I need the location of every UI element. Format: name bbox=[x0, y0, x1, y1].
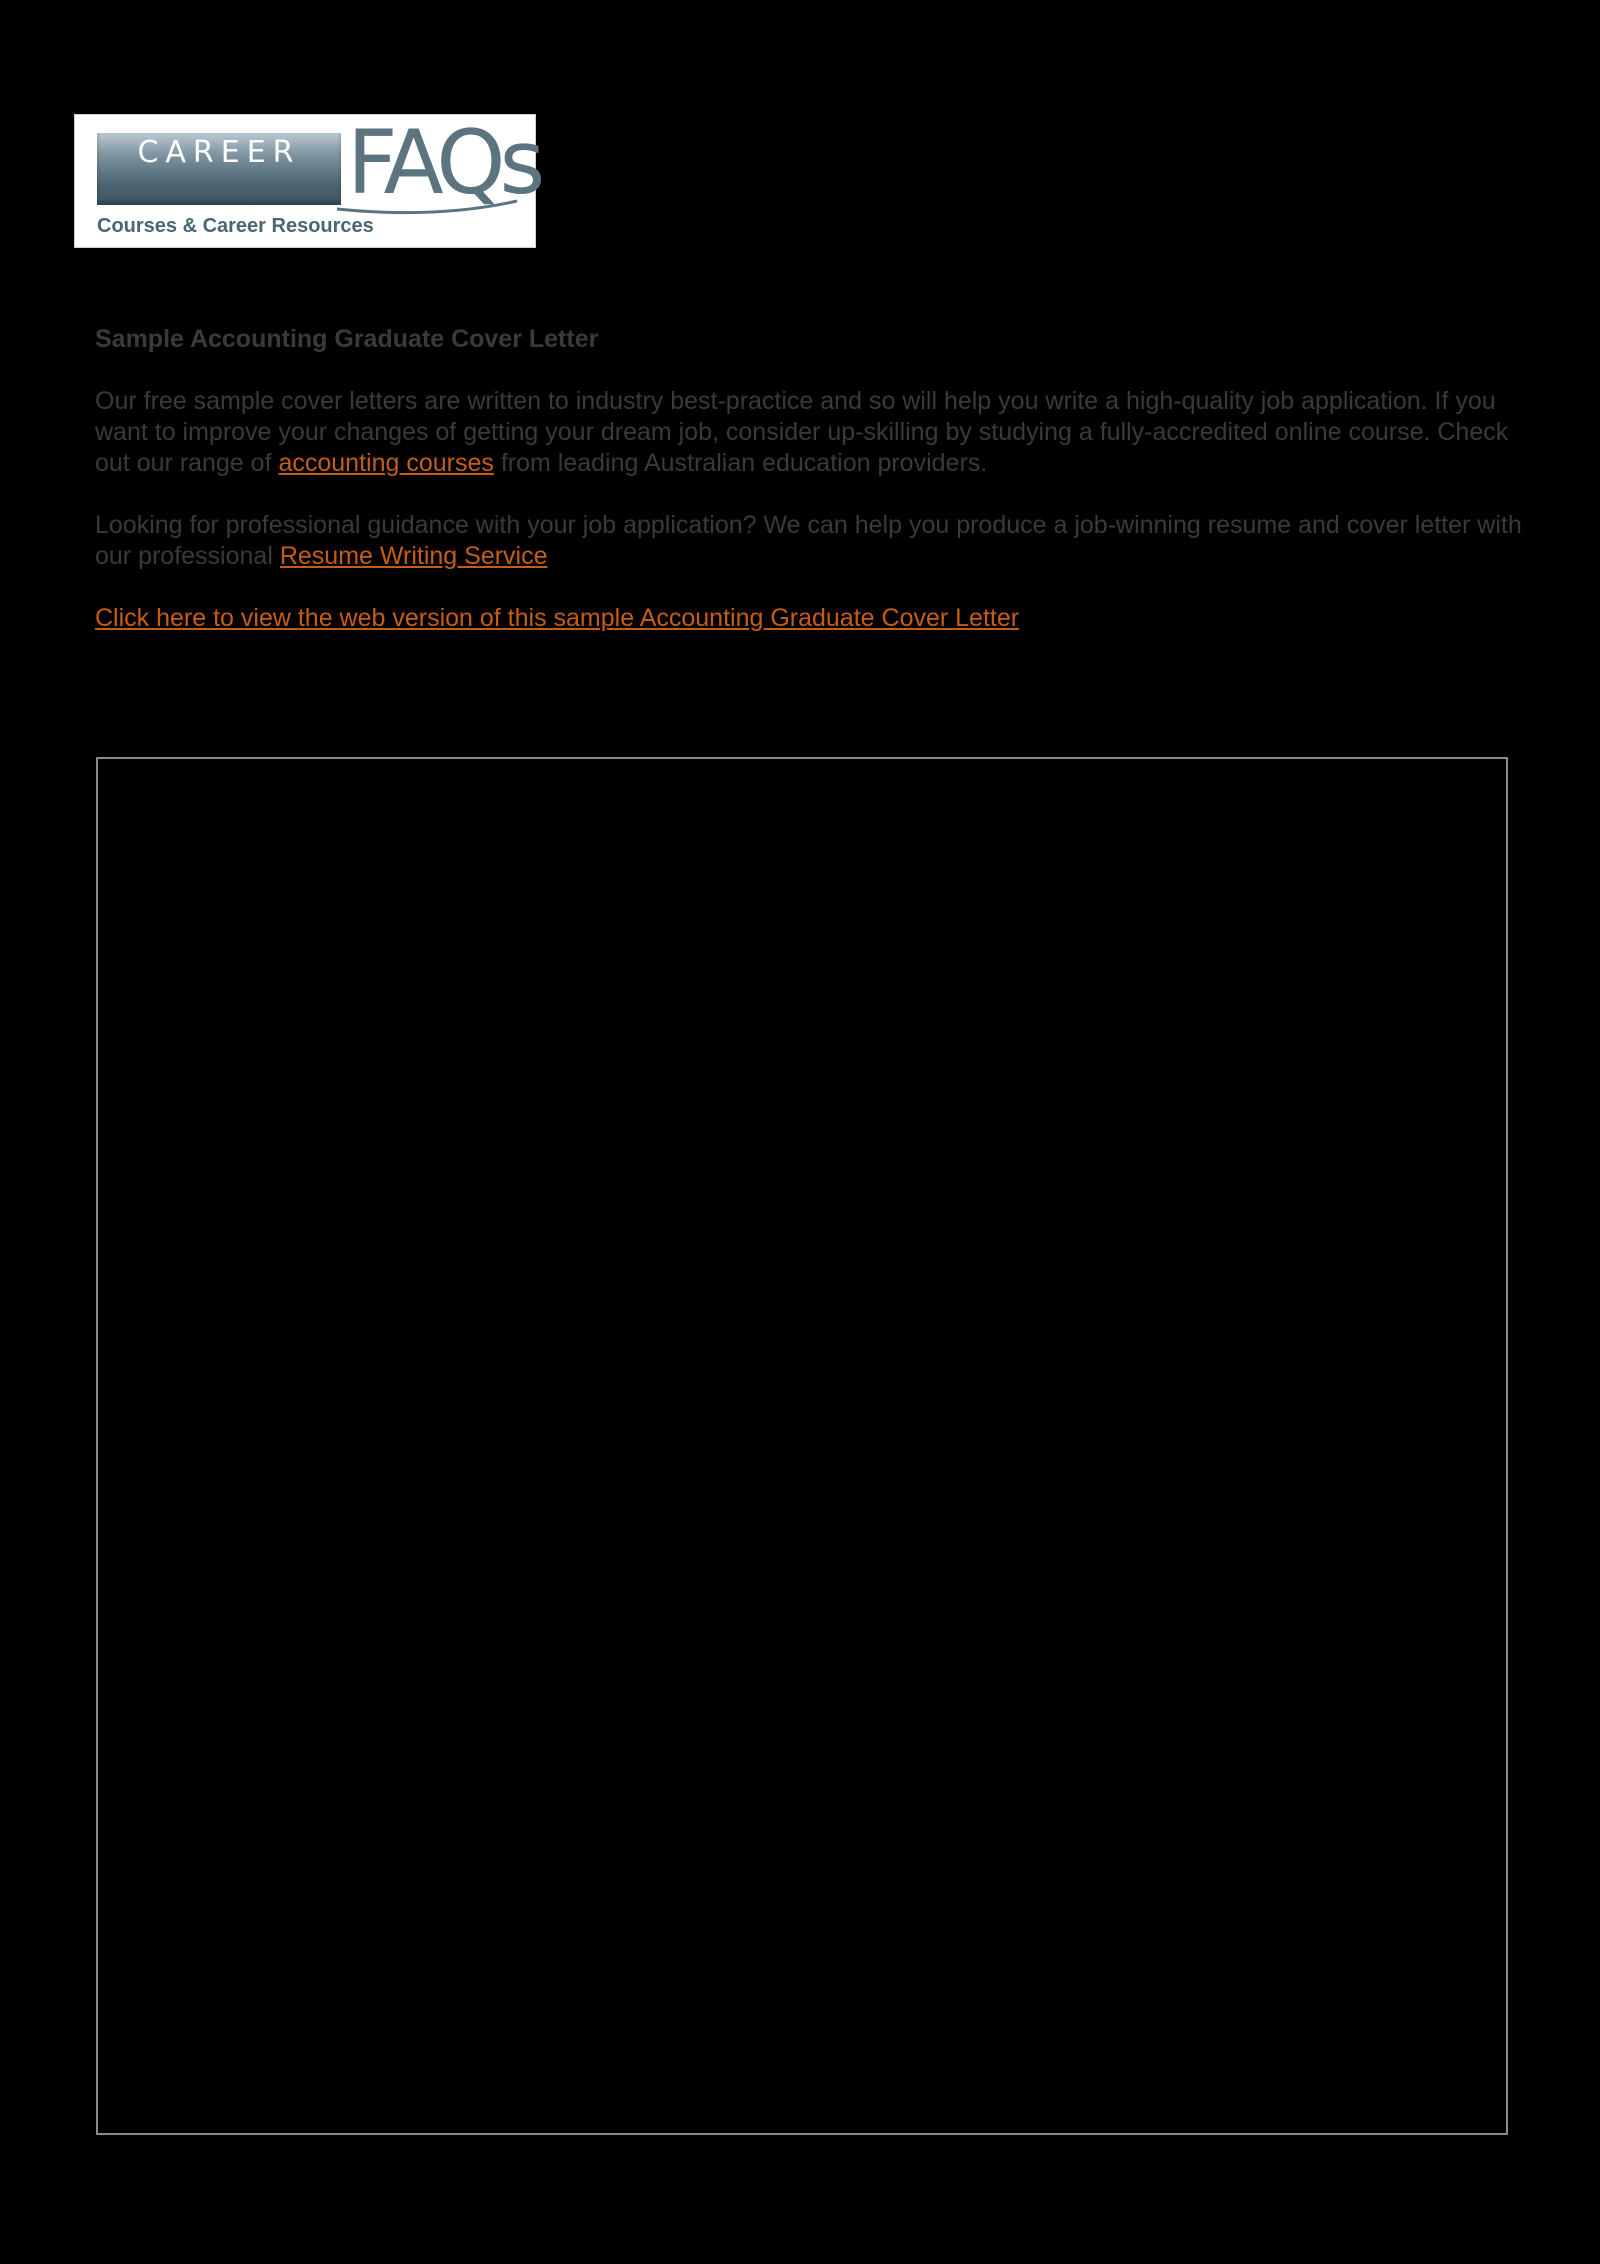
logo-career-text: CAREER bbox=[137, 135, 301, 170]
resume-writing-service-link[interactable]: Resume Writing Service bbox=[279, 542, 548, 570]
document-title: Sample Accounting Graduate Cover Letter bbox=[95, 325, 599, 353]
cover-letter-frame bbox=[96, 757, 1508, 2135]
intro-text-after: from leading Australian education providers. bbox=[493, 449, 988, 477]
web-version-paragraph bbox=[95, 603, 1535, 634]
document-body bbox=[95, 324, 1535, 665]
accounting-courses-link[interactable]: accounting courses bbox=[278, 449, 494, 477]
logo-tagline: Courses & Career Resources bbox=[97, 215, 374, 237]
web-version-link[interactable]: Click here to view the web version of this sample Accounting Graduate Cover Letter bbox=[95, 604, 1020, 632]
logo-faqs-text: FAQs bbox=[347, 111, 540, 214]
logo-swoosh-icon bbox=[327, 179, 527, 219]
guidance-text-before: Looking for professional guidance with your job application? We can help you produce a job-winning resume and cover letter with our professional bbox=[95, 511, 1522, 570]
guidance-paragraph bbox=[95, 510, 1535, 572]
intro-paragraph bbox=[95, 386, 1535, 479]
careerfaqs-logo bbox=[74, 111, 540, 248]
intro-text-before: Our free sample cover letters are written to industry best-practice and so will help you write a high-quality job application. If you want to improve your changes of getting your dream job, consider up-skilling by studying a fully-accredited online course. Check out our range of bbox=[95, 387, 1509, 477]
logo-career-bar bbox=[97, 133, 341, 205]
